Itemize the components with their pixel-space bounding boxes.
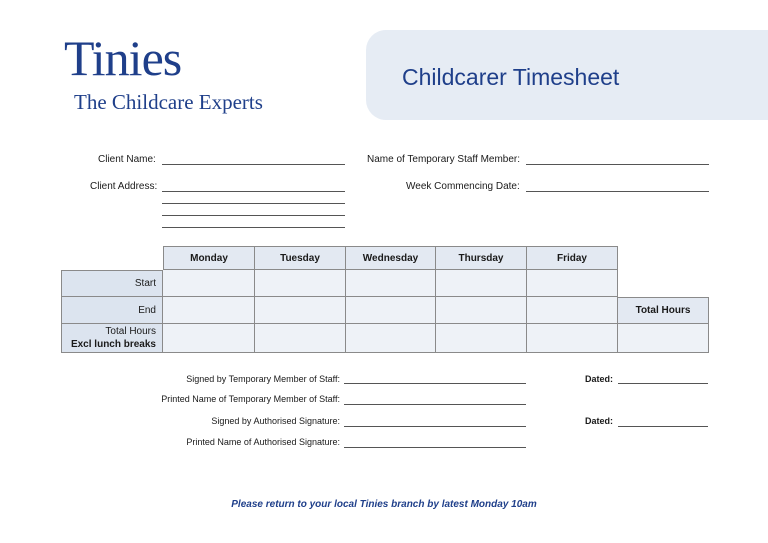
day-header-thursday: Thursday	[436, 246, 527, 270]
end-monday-cell[interactable]	[163, 297, 255, 324]
client-name-label: Client Name:	[98, 154, 156, 165]
start-tuesday-cell[interactable]	[255, 270, 346, 297]
signed-auth-field[interactable]	[344, 426, 526, 427]
client-address-field-4[interactable]	[162, 227, 345, 228]
start-thursday-cell[interactable]	[436, 270, 527, 297]
row-label-start: Start	[61, 270, 163, 297]
signed-temp-field[interactable]	[344, 383, 526, 384]
page-title: Childcarer Timesheet	[402, 64, 620, 90]
total-hours-cell[interactable]	[618, 324, 709, 353]
brand-tagline: The Childcare Experts	[74, 90, 263, 114]
day-header-wednesday: Wednesday	[346, 246, 436, 270]
footer-note: Please return to your local Tinies branch by latest Monday 10am	[231, 499, 537, 510]
dated-field-1[interactable]	[618, 383, 708, 384]
row-label-end: End	[61, 297, 163, 324]
start-friday-cell[interactable]	[527, 270, 618, 297]
total-thursday-cell[interactable]	[436, 324, 527, 353]
total-tuesday-cell[interactable]	[255, 324, 346, 353]
row-label-total-hours	[61, 324, 163, 353]
temp-staff-name-label: Name of Temporary Staff Member:	[367, 154, 521, 165]
start-wednesday-cell[interactable]	[346, 270, 436, 297]
brand-logo: Tinies	[64, 30, 182, 86]
week-commencing-label: Week Commencing Date:	[406, 181, 520, 192]
excl-lunch-label: Excl lunch breaks	[70, 339, 156, 350]
temp-staff-name-field[interactable]	[526, 164, 709, 165]
dated-label-2: Dated:	[584, 416, 613, 426]
total-friday-cell[interactable]	[527, 324, 618, 353]
day-header-monday: Monday	[163, 246, 255, 270]
end-thursday-cell[interactable]	[436, 297, 527, 324]
total-wednesday-cell[interactable]	[346, 324, 436, 353]
printed-temp-field[interactable]	[344, 404, 526, 405]
printed-temp-label: Printed Name of Temporary Member of Staff:	[161, 394, 340, 404]
client-address-field-2[interactable]	[162, 203, 345, 204]
total-monday-cell[interactable]	[163, 324, 255, 353]
day-header-tuesday: Tuesday	[255, 246, 346, 270]
printed-auth-field[interactable]	[344, 447, 526, 448]
client-address-field-1[interactable]	[162, 191, 345, 192]
total-hours-label: Total Hours	[105, 326, 156, 337]
client-address-field-3[interactable]	[162, 215, 345, 216]
signed-temp-label: Signed by Temporary Member of Staff:	[186, 374, 340, 384]
printed-auth-label: Printed Name of Authorised Signature:	[186, 437, 340, 447]
signed-auth-label: Signed by Authorised Signature:	[211, 416, 340, 426]
end-tuesday-cell[interactable]	[255, 297, 346, 324]
dated-field-2[interactable]	[618, 426, 708, 427]
day-header-friday: Friday	[527, 246, 618, 270]
client-address-label: Client Address:	[90, 181, 158, 192]
start-monday-cell[interactable]	[163, 270, 255, 297]
dated-label-1: Dated:	[584, 374, 613, 384]
end-friday-cell[interactable]	[527, 297, 618, 324]
client-name-field[interactable]	[162, 164, 345, 165]
week-commencing-field[interactable]	[526, 191, 709, 192]
total-hours-header: Total Hours	[618, 297, 709, 324]
end-wednesday-cell[interactable]	[346, 297, 436, 324]
